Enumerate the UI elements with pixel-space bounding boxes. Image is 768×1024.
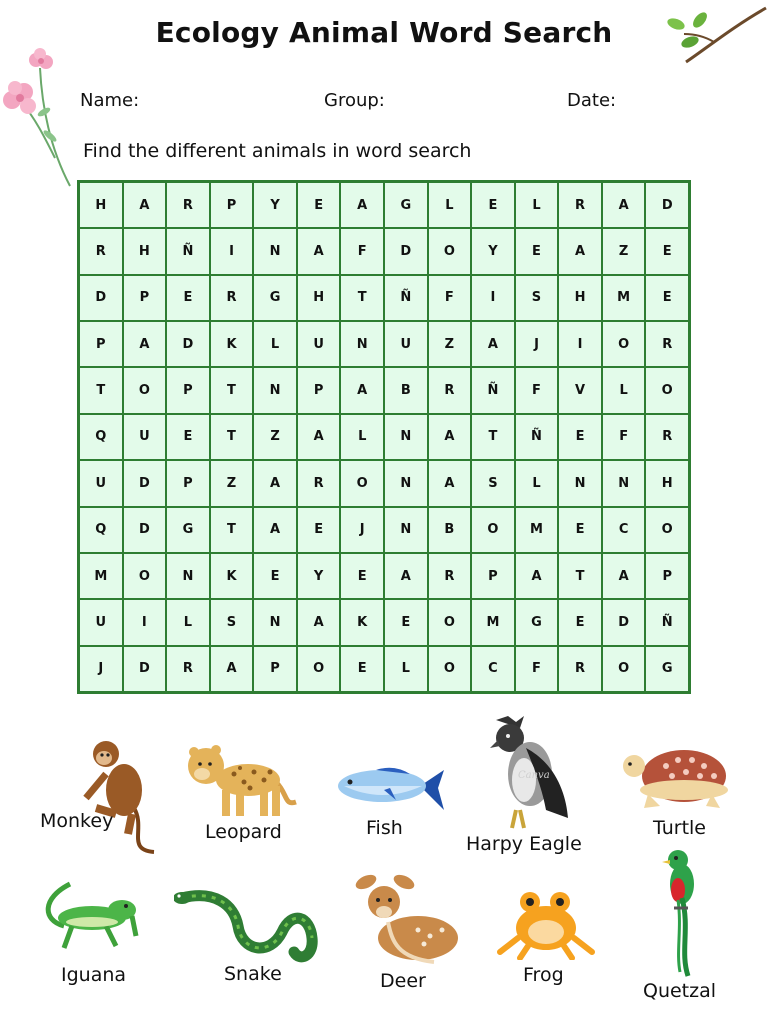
grid-cell[interactable]: D <box>123 507 167 553</box>
group-field-label: Group: <box>324 90 385 111</box>
grid-cell[interactable]: G <box>645 646 689 692</box>
grid-cell[interactable]: Ñ <box>471 367 515 413</box>
grid-cell[interactable]: I <box>123 599 167 645</box>
grid-cell[interactable]: L <box>253 321 297 367</box>
grid-cell[interactable]: B <box>384 367 428 413</box>
grid-cell[interactable]: G <box>515 599 559 645</box>
grid-cell[interactable]: Z <box>253 414 297 460</box>
grid-cell[interactable]: E <box>471 182 515 228</box>
grid-cell[interactable]: Y <box>471 228 515 274</box>
grid-cell[interactable]: R <box>166 182 210 228</box>
grid-cell[interactable]: T <box>558 553 602 599</box>
grid-cell[interactable]: R <box>558 646 602 692</box>
grid-cell[interactable]: V <box>558 367 602 413</box>
grid-cell[interactable]: P <box>297 367 341 413</box>
frog-icon <box>494 888 598 960</box>
snake-icon <box>174 886 322 966</box>
grid-cell[interactable]: E <box>645 275 689 321</box>
grid-cell[interactable]: N <box>602 460 646 506</box>
grid-cell[interactable]: E <box>340 553 384 599</box>
grid-cell[interactable]: M <box>515 507 559 553</box>
page-title: Ecology Animal Word Search <box>155 16 613 49</box>
grid-cell[interactable]: L <box>428 182 472 228</box>
grid-cell[interactable]: U <box>79 460 123 506</box>
grid-cell[interactable]: Ñ <box>645 599 689 645</box>
grid-cell[interactable]: O <box>471 507 515 553</box>
grid-cell[interactable]: N <box>384 460 428 506</box>
grid-cell[interactable]: T <box>210 367 254 413</box>
grid-cell[interactable]: O <box>428 646 472 692</box>
grid-cell[interactable]: A <box>297 414 341 460</box>
grid-cell[interactable]: S <box>471 460 515 506</box>
grid-cell[interactable]: I <box>558 321 602 367</box>
grid-cell[interactable]: Z <box>210 460 254 506</box>
grid-cell[interactable]: N <box>253 599 297 645</box>
grid-cell[interactable]: L <box>166 599 210 645</box>
grid-cell[interactable]: K <box>210 553 254 599</box>
grid-cell[interactable]: D <box>384 228 428 274</box>
grid-cell[interactable]: E <box>384 599 428 645</box>
grid-cell[interactable]: P <box>79 321 123 367</box>
grid-cell[interactable]: U <box>297 321 341 367</box>
grid-cell[interactable]: Z <box>428 321 472 367</box>
grid-cell[interactable]: F <box>515 646 559 692</box>
name-field-label: Name: <box>80 90 140 111</box>
grid-cell[interactable]: Q <box>79 507 123 553</box>
grid-cell[interactable]: D <box>166 321 210 367</box>
grid-cell[interactable]: R <box>428 367 472 413</box>
grid-cell[interactable]: P <box>210 182 254 228</box>
grid-cell[interactable]: A <box>297 228 341 274</box>
grid-cell[interactable]: N <box>253 367 297 413</box>
fish-icon <box>334 764 446 814</box>
grid-cell[interactable]: D <box>645 182 689 228</box>
grid-cell[interactable]: S <box>210 599 254 645</box>
flower-decoration <box>0 48 80 188</box>
grid-cell[interactable]: C <box>602 507 646 553</box>
turtle-label: Turtle <box>653 817 706 839</box>
grid-cell[interactable]: O <box>123 367 167 413</box>
quetzal-label: Quetzal <box>643 980 717 1002</box>
grid-cell[interactable]: T <box>210 414 254 460</box>
grid-cell[interactable]: F <box>340 228 384 274</box>
grid-cell[interactable]: E <box>166 275 210 321</box>
grid-cell[interactable]: R <box>428 553 472 599</box>
grid-cell[interactable]: E <box>253 553 297 599</box>
grid-cell[interactable]: E <box>340 646 384 692</box>
grid-cell[interactable]: Z <box>602 228 646 274</box>
grid-cell[interactable]: R <box>558 182 602 228</box>
grid-cell[interactable]: A <box>384 553 428 599</box>
grid-cell[interactable]: R <box>645 414 689 460</box>
monkey-label: Monkey <box>40 810 114 832</box>
grid-cell[interactable]: H <box>297 275 341 321</box>
grid-cell[interactable]: J <box>79 646 123 692</box>
grid-cell[interactable]: H <box>558 275 602 321</box>
grid-cell[interactable]: O <box>645 367 689 413</box>
grid-cell[interactable]: M <box>471 599 515 645</box>
grid-cell[interactable]: N <box>384 414 428 460</box>
date-field-label: Date: <box>567 90 617 111</box>
grid-cell[interactable]: Ñ <box>166 228 210 274</box>
grid-cell[interactable]: I <box>210 228 254 274</box>
grid-cell[interactable]: H <box>79 182 123 228</box>
grid-cell[interactable]: L <box>602 367 646 413</box>
grid-cell[interactable]: K <box>210 321 254 367</box>
monkey-icon <box>76 738 160 856</box>
grid-cell[interactable]: P <box>471 553 515 599</box>
frog-label: Frog <box>523 964 564 986</box>
grid-cell[interactable]: A <box>297 599 341 645</box>
grid-cell[interactable]: E <box>166 414 210 460</box>
watermark-text: Canva <box>518 770 550 781</box>
grid-cell[interactable]: O <box>123 553 167 599</box>
grid-cell[interactable]: G <box>384 182 428 228</box>
quetzal-icon <box>660 848 704 978</box>
grid-cell[interactable]: P <box>253 646 297 692</box>
grid-cell[interactable]: U <box>123 414 167 460</box>
grid-cell[interactable]: Y <box>253 182 297 228</box>
grid-cell[interactable]: Ñ <box>515 414 559 460</box>
grid-cell[interactable]: P <box>645 553 689 599</box>
grid-cell[interactable]: R <box>166 646 210 692</box>
turtle-icon <box>620 746 730 812</box>
grid-cell[interactable]: A <box>602 182 646 228</box>
grid-cell[interactable]: I <box>471 275 515 321</box>
grid-cell[interactable]: M <box>602 275 646 321</box>
grid-cell[interactable]: E <box>297 507 341 553</box>
leopard-icon <box>184 742 300 820</box>
grid-cell[interactable]: A <box>253 460 297 506</box>
grid-cell[interactable]: G <box>166 507 210 553</box>
grid-cell[interactable]: P <box>166 367 210 413</box>
grid-cell[interactable]: T <box>471 414 515 460</box>
grid-cell[interactable]: A <box>340 182 384 228</box>
grid-cell[interactable]: D <box>123 646 167 692</box>
grid-cell[interactable]: L <box>515 460 559 506</box>
grid-cell[interactable]: L <box>340 414 384 460</box>
grid-cell[interactable]: H <box>645 460 689 506</box>
grid-cell[interactable]: B <box>428 507 472 553</box>
grid-cell[interactable]: R <box>297 460 341 506</box>
grid-cell[interactable]: T <box>210 507 254 553</box>
grid-cell[interactable]: F <box>515 367 559 413</box>
grid-cell[interactable]: J <box>515 321 559 367</box>
grid-cell[interactable]: P <box>166 460 210 506</box>
harpy-eagle-icon <box>486 714 572 832</box>
deer-label: Deer <box>380 970 426 992</box>
grid-cell[interactable]: J <box>340 507 384 553</box>
grid-cell[interactable]: P <box>123 275 167 321</box>
grid-cell[interactable]: D <box>123 460 167 506</box>
grid-cell[interactable]: A <box>210 646 254 692</box>
grid-cell[interactable]: N <box>384 507 428 553</box>
grid-cell[interactable]: O <box>645 507 689 553</box>
grid-cell[interactable]: D <box>602 599 646 645</box>
grid-cell[interactable]: L <box>515 182 559 228</box>
grid-cell[interactable]: U <box>79 599 123 645</box>
leopard-label: Leopard <box>205 821 282 843</box>
grid-cell[interactable]: H <box>123 228 167 274</box>
grid-cell[interactable]: T <box>340 275 384 321</box>
grid-cell[interactable]: A <box>558 228 602 274</box>
grid-cell[interactable]: O <box>428 599 472 645</box>
grid-cell[interactable]: O <box>340 460 384 506</box>
grid-cell[interactable]: R <box>645 321 689 367</box>
grid-cell[interactable]: C <box>471 646 515 692</box>
grid-cell[interactable]: R <box>210 275 254 321</box>
grid-cell[interactable]: E <box>297 182 341 228</box>
grid-cell[interactable]: F <box>428 275 472 321</box>
iguana-icon <box>36 880 140 952</box>
grid-cell[interactable]: F <box>602 414 646 460</box>
grid-cell[interactable]: S <box>515 275 559 321</box>
grid-cell[interactable]: U <box>384 321 428 367</box>
grid-cell[interactable]: Ñ <box>384 275 428 321</box>
grid-cell[interactable]: Y <box>297 553 341 599</box>
grid-cell[interactable]: R <box>79 228 123 274</box>
grid-cell[interactable]: A <box>515 553 559 599</box>
deer-icon <box>348 872 462 968</box>
grid-cell[interactable]: A <box>471 321 515 367</box>
grid-cell[interactable]: K <box>340 599 384 645</box>
grid-cell[interactable]: L <box>384 646 428 692</box>
grid-cell[interactable]: O <box>428 228 472 274</box>
grid-cell[interactable]: N <box>253 228 297 274</box>
grid-cell[interactable]: E <box>645 228 689 274</box>
grid-cell[interactable]: A <box>428 414 472 460</box>
grid-cell[interactable]: A <box>602 553 646 599</box>
instructions: Find the different animals in word search <box>83 140 472 162</box>
word-search-grid <box>77 180 691 694</box>
grid-cell[interactable]: A <box>253 507 297 553</box>
grid-cell[interactable]: A <box>123 182 167 228</box>
harpy-eagle-label: Harpy Eagle <box>466 833 582 855</box>
grid-cell[interactable]: D <box>79 275 123 321</box>
grid-cell[interactable]: Q <box>79 414 123 460</box>
iguana-label: Iguana <box>61 964 127 986</box>
grid-cell[interactable]: O <box>602 646 646 692</box>
grid-cell[interactable]: A <box>123 321 167 367</box>
fish-label: Fish <box>366 817 403 839</box>
grid-cell[interactable]: G <box>253 275 297 321</box>
grid-cell[interactable]: T <box>79 367 123 413</box>
grid-cell[interactable]: N <box>558 460 602 506</box>
grid-cell[interactable]: E <box>558 507 602 553</box>
grid-cell[interactable]: O <box>297 646 341 692</box>
grid-cell[interactable]: A <box>428 460 472 506</box>
grid-cell[interactable]: E <box>515 228 559 274</box>
grid-cell[interactable]: O <box>602 321 646 367</box>
grid-cell[interactable]: A <box>340 367 384 413</box>
grid-cell[interactable]: M <box>79 553 123 599</box>
grid-cell[interactable]: E <box>558 599 602 645</box>
snake-label: Snake <box>224 963 282 985</box>
grid-cell[interactable]: E <box>558 414 602 460</box>
grid-cell[interactable]: N <box>340 321 384 367</box>
grid-cell[interactable]: N <box>166 553 210 599</box>
